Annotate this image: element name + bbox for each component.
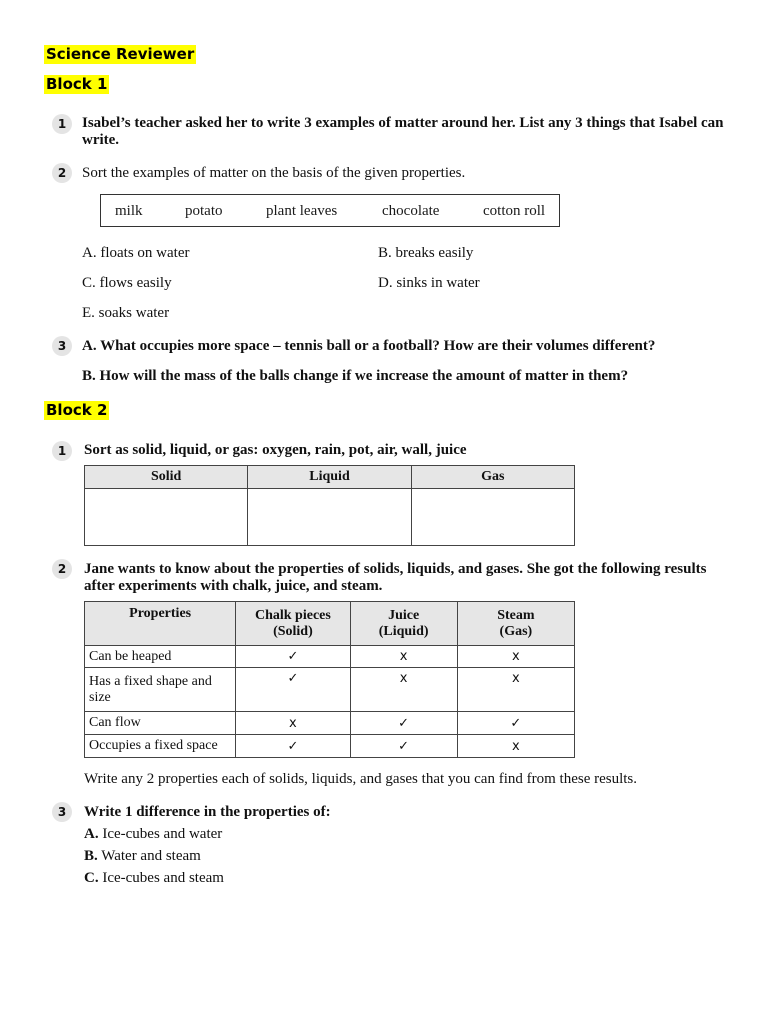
item-letter: C. <box>84 870 99 886</box>
word-item: milk <box>115 203 143 219</box>
option-text: sinks in water <box>396 275 480 291</box>
option-c <box>82 274 172 292</box>
block2-q1-text: Sort as solid, liquid, or gas: oxygen, rain, pot, air, wall, juice <box>84 442 467 458</box>
option-e <box>82 304 169 322</box>
table-row <box>85 668 575 712</box>
option-letter: A. <box>82 338 97 354</box>
option-letter: E. <box>82 305 95 321</box>
item-letter: B. <box>84 848 98 864</box>
block1-q1-line1: Isabel’s teacher asked her to write 3 examples of matter around her. List any 3 things that Isabel can <box>82 115 724 131</box>
block2-q2-instruction: Write any 2 properties each of solids, liquids, and gases that you can find from these results. <box>84 771 638 787</box>
option-b <box>378 244 473 262</box>
block1-q2-text: Sort the examples of matter on the basis of the given properties. <box>82 165 466 181</box>
block1-heading: Block 1 <box>46 75 108 93</box>
option-text: floats on water <box>100 245 190 261</box>
table-row <box>85 735 575 758</box>
option-text: How will the mass of the balls change if we increase the amount of matter in them? <box>99 368 629 384</box>
question-number: 1 <box>52 441 72 461</box>
word-item: chocolate <box>382 203 440 219</box>
answer-cell-liquid[interactable] <box>248 489 411 546</box>
result-cell: ✓ <box>236 668 350 712</box>
header-solid: Solid <box>85 466 248 489</box>
sort-table <box>84 465 575 546</box>
option-a <box>82 244 189 262</box>
word-item: potato <box>185 203 223 219</box>
answer-cell-gas[interactable] <box>411 489 574 546</box>
header-properties: Properties <box>85 602 236 646</box>
block2-q2-line2: after experiments with chalk, juice, and steam. <box>84 578 383 594</box>
result-cell: ✓ <box>350 712 457 735</box>
properties-table <box>84 601 575 758</box>
option-d <box>378 274 480 292</box>
property-label: Occupies a fixed space <box>85 735 236 758</box>
block2-q2-line1: Jane wants to know about the properties of solids, liquids, and gases. She got the following results <box>84 561 707 577</box>
result-cell: x <box>457 668 574 712</box>
block1-q1-line2: write. <box>82 132 120 148</box>
item-letter: A. <box>84 826 99 842</box>
result-cell: ✓ <box>236 646 350 668</box>
option-letter: A. <box>82 245 97 261</box>
question-number: 2 <box>52 559 72 579</box>
result-cell: x <box>350 646 457 668</box>
result-cell: ✓ <box>457 712 574 735</box>
option-letter: B. <box>378 245 392 261</box>
question-number: 3 <box>52 802 72 822</box>
result-cell: ✓ <box>236 735 350 758</box>
result-cell: x <box>457 646 574 668</box>
option-letter: C. <box>82 275 96 291</box>
block2-heading: Block 2 <box>46 401 108 419</box>
option-text: flows easily <box>99 275 172 291</box>
property-label: Can flow <box>85 712 236 735</box>
property-label: Can be heaped <box>85 646 236 668</box>
block1-q3-a <box>82 338 655 355</box>
result-cell: x <box>236 712 350 735</box>
option-text: breaks easily <box>395 245 474 261</box>
header-juice: Juice (Liquid) <box>350 602 457 646</box>
list-item <box>84 847 201 865</box>
item-text: Water and steam <box>101 848 201 864</box>
question-number: 1 <box>52 114 72 134</box>
page-title: Science Reviewer <box>46 45 195 63</box>
header-liquid: Liquid <box>248 466 411 489</box>
table-row <box>85 646 575 668</box>
option-text: What occupies more space – tennis ball or a football? How are their volumes different? <box>100 338 656 354</box>
table-row <box>85 712 575 735</box>
result-cell: x <box>457 735 574 758</box>
option-text: soaks water <box>98 305 170 321</box>
question-number: 2 <box>52 163 72 183</box>
item-text: Ice-cubes and steam <box>102 870 224 886</box>
word-item: plant leaves <box>266 203 338 219</box>
block2-q3-text: Write 1 difference in the properties of: <box>84 804 331 820</box>
answer-cell-solid[interactable] <box>85 489 248 546</box>
list-item <box>84 825 222 843</box>
word-box <box>100 194 560 227</box>
word-item: cotton roll <box>483 203 546 219</box>
list-item <box>84 869 224 887</box>
option-letter: B. <box>82 368 96 384</box>
header-chalk: Chalk pieces (Solid) <box>236 602 350 646</box>
header-gas: Gas <box>411 466 574 489</box>
header-steam: Steam (Gas) <box>457 602 574 646</box>
property-label: Has a fixed shape and size <box>85 668 236 712</box>
option-letter: D. <box>378 275 393 291</box>
result-cell: x <box>350 668 457 712</box>
result-cell: ✓ <box>350 735 457 758</box>
block1-q3-b <box>82 368 628 385</box>
question-number: 3 <box>52 336 72 356</box>
item-text: Ice-cubes and water <box>102 826 223 842</box>
